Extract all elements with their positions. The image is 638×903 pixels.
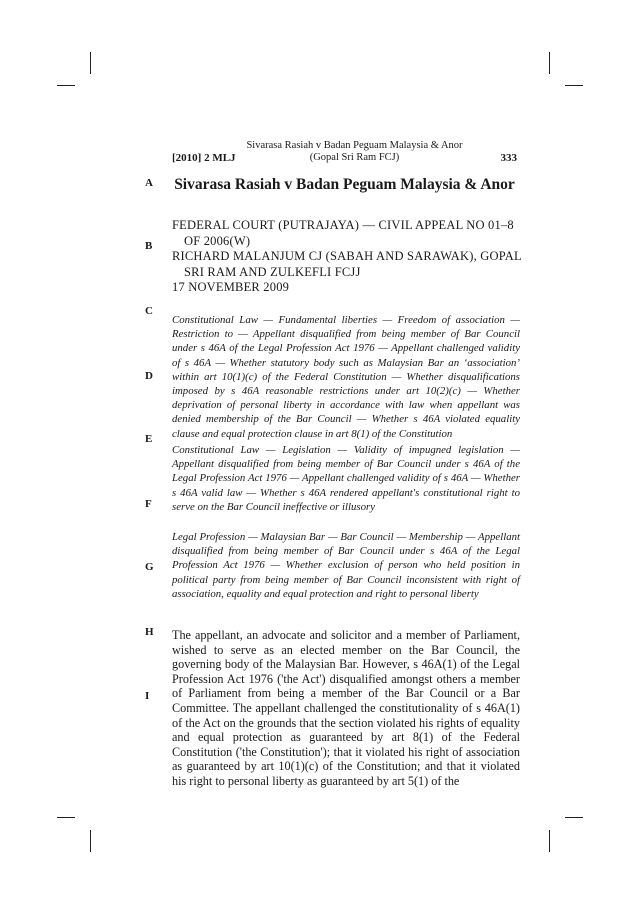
- margin-letter-a: A: [145, 177, 153, 189]
- margin-letter-g: G: [145, 561, 154, 573]
- crop-mark-bottom-right-horizontal: [565, 817, 583, 818]
- report-citation: [2010] 2 MLJ: [172, 152, 236, 164]
- page-number: 333: [500, 152, 517, 164]
- running-case-name: [232, 140, 477, 164]
- crop-mark-bottom-right-vertical: [549, 830, 550, 852]
- crop-mark-top-right-horizontal: [565, 85, 583, 86]
- margin-letter-f: F: [145, 498, 152, 510]
- running-judge: (Gopal Sri Ram FCJ): [309, 152, 400, 163]
- margin-letter-d: D: [145, 370, 153, 382]
- court-information: [172, 218, 522, 296]
- decision-date: 17 NOVEMBER 2009: [172, 280, 290, 294]
- catchword-constitutional-fundamental-liberties: Constitutional Law — Fundamental liberties — Freedom of association — Restriction to — Appellant disqualified from being member of Bar Council under s 46A of the Legal Profession Act 1976 — Appellant challenged validity of s 46A — Whether statutory body such as Malaysian Bar an ‘association’ within art 10(1)(c) of the Federal Constitution — Whether disqualifications imposed by s 46A reasonable restrictions under art 10(2)(c) — Whether deprivation of personal liberty in accordance with law when appellant was denied membership of the Bar Council — Whether s 46A violated equality clause and equal protection clause in art 8(1) of the Constitution: [172, 314, 520, 440]
- running-case-title: Sivarasa Rasiah v Badan Peguam Malaysia & Anor: [246, 140, 463, 151]
- margin-letter-b: B: [145, 240, 153, 252]
- crop-mark-top-left-vertical: [90, 52, 91, 74]
- margin-letter-i: I: [145, 690, 150, 702]
- crop-mark-bottom-left-vertical: [90, 830, 91, 852]
- crop-mark-top-right-vertical: [549, 52, 550, 74]
- crop-mark-top-left-horizontal: [57, 85, 75, 86]
- margin-letter-e: E: [145, 433, 153, 445]
- margin-letter-h: H: [145, 626, 154, 638]
- catchword-constitutional-legislation: Constitutional Law — Legislation — Validity of impugned legislation — Appellant disqualified from being member of Bar Council under s 46A of the Legal Profession Act 1976 — Appellant challenged validity of s 46A — Whether s 46A valid law — Whether s 46A rendered appellant's constitutional right to serve on the Bar Council ineffective or illusory: [172, 444, 520, 513]
- margin-letter-c: C: [145, 305, 153, 317]
- crop-mark-bottom-left-horizontal: [57, 817, 75, 818]
- court-line: FEDERAL COURT (PUTRAJAYA) — CIVIL APPEAL NO 01–8 OF 2006(W): [172, 218, 514, 248]
- catchword-legal-profession: Legal Profession — Malaysian Bar — Bar Council — Membership — Appellant disqualified from being member of Bar Council under s 46A of the Legal Profession Act 1976 — Whether exclusion of person who held position in political party from being member of Bar Council inconsistent with right of association, equality and equal protection and right to personal liberty: [172, 531, 520, 600]
- headnote-body-paragraph: The appellant, an advocate and solicitor and a member of Parliament, wished to serve as an elected member on the Bar Council, the governing body of the Malaysian Bar. However, s 46A(1) of the Legal Profession Act 1976 ('the Act') disqualified amongst others a member of Parliament from being a member of the Bar Council or a Bar Committee. The appellant challenged the constitutionality of s 46A(1) of the Act on the grounds that the section violated his rights of equality and equal protection as guaranteed by art 8(1) of the Federal Constitution ('the Constitution'); that it violated his right of association as guaranteed by art 10(1)(c) of the Constitution; and that it violated his right to personal liberty as guaranteed by art 5(1) of the: [172, 628, 520, 788]
- case-title: Sivarasa Rasiah v Badan Peguam Malaysia & Anor: [174, 176, 515, 193]
- judges-line: RICHARD MALANJUM CJ (SABAH AND SARAWAK), GOPAL SRI RAM AND ZULKEFLI FCJJ: [172, 249, 522, 279]
